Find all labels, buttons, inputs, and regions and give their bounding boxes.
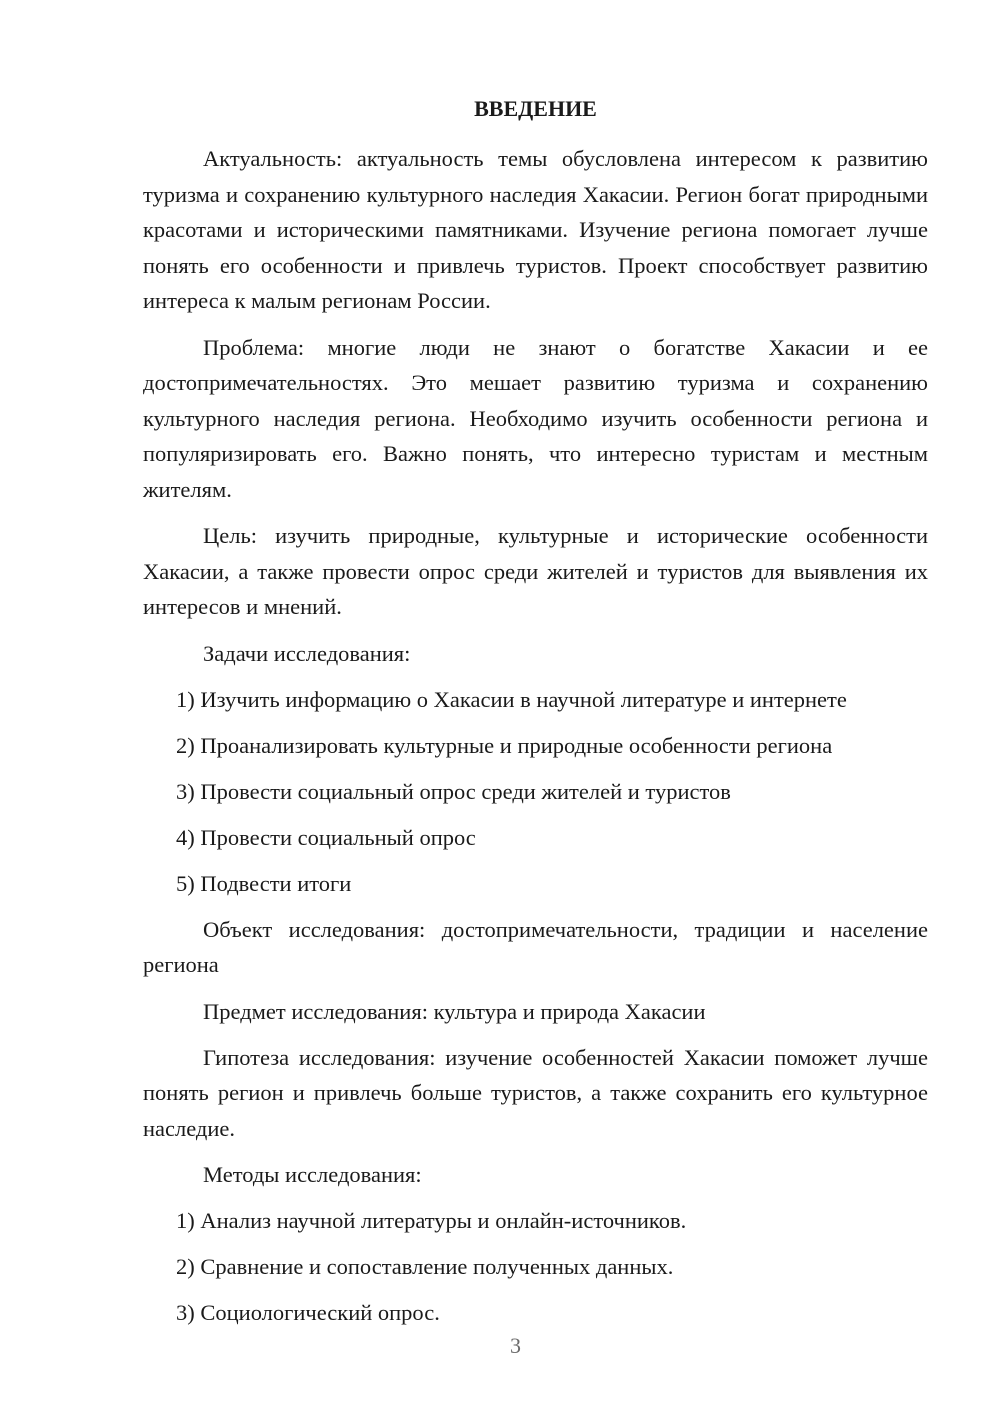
subject-paragraph: Предмет исследования: культура и природа Хакасии <box>203 998 706 1024</box>
task-item-4: 4) Провести социальный опрос <box>176 824 476 850</box>
relevance-paragraph: Актуальность: актуальность темы обусловлена интересом к развитию туризма и сохранению культурного наследия Хакасии. Регион богат природными красотами и историческими памятниками. Изучение региона помогает лучше понять его особенности и привлечь туристов. Проект способствует развитию интереса к малым регионам России. <box>143 146 928 313</box>
hypothesis-paragraph: Гипотеза исследования: изучение особенностей Хакасии поможет лучше понять регион и привлечь больше туристов, а также сохранить его культурное наследие. <box>143 1044 928 1141</box>
task-item-1: 1) Изучить информацию о Хакасии в научной литературе и интернете <box>176 686 847 712</box>
method-item-3: 3) Социологический опрос. <box>176 1300 440 1325</box>
goal-paragraph: Цель: изучить природные, культурные и исторические особенности Хакасии, а также провести опрос среди жителей и туристов для выявления их интересов и мнений. <box>143 523 928 619</box>
document-body <box>143 141 928 1341</box>
problem-paragraph: Проблема: многие люди не знают о богатстве Хакасии и ее достопримечательностях. Это мешает развитию туризма и сохранению культурного наследия региона. Необходимо изучить особенности региона и популяризировать его. Важно понять, что интересно туристам и местным жителям. <box>143 334 928 502</box>
task-item-2: 2) Проанализировать культурные и природные особенности региона <box>176 732 833 758</box>
page-number: 3 <box>510 1333 521 1358</box>
tasks-label: Задачи исследования: <box>203 640 411 666</box>
methods-label: Методы исследования: <box>203 1162 422 1187</box>
method-item-1: 1) Анализ научной литературы и онлайн-источников. <box>176 1208 687 1233</box>
method-item-2: 2) Сравнение и сопоставление полученных данных. <box>176 1254 674 1279</box>
object-paragraph: Объект исследования: достопримечательности, традиции и население региона <box>143 916 928 977</box>
task-item-3: 3) Провести социальный опрос среди жителей и туристов <box>176 778 731 804</box>
task-item-5: 5) Подвести итоги <box>176 870 352 896</box>
section-heading: ВВЕДЕНИЕ <box>474 96 597 121</box>
document-page <box>143 0 928 1414</box>
